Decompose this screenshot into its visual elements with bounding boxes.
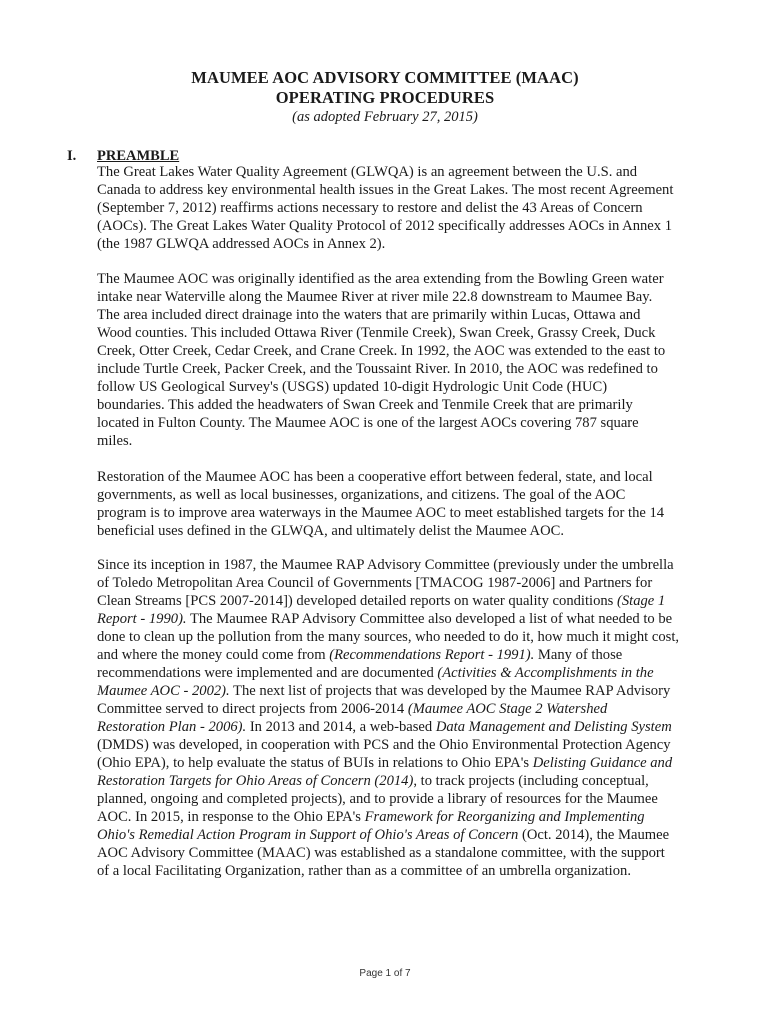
paragraph-line: (AOCs). The Great Lakes Water Quality Protocol of 2012 specifically addresses AOCs in Annex 1 bbox=[97, 218, 673, 234]
text-run: The Maumee RAP Advisory Committee also developed a list of what needed to be bbox=[186, 611, 673, 627]
italic-citation: Ohio's Remedial Action Program in Support of Ohio's Areas of Concern bbox=[97, 827, 519, 843]
document-title: MAUMEE AOC ADVISORY COMMITTEE (MAAC) bbox=[191, 68, 579, 87]
title-block bbox=[0, 68, 770, 126]
text-run: Many of those bbox=[534, 647, 623, 663]
text-run: , to track projects (including conceptual, bbox=[413, 773, 649, 789]
paragraph-line: intake near Waterville along the Maumee River at river mile 22.8 downstream to Maumee Bay. bbox=[97, 289, 653, 305]
paragraph-line: The Great Lakes Water Quality Agreement (GLWQA) is an agreement between the U.S. and bbox=[97, 164, 638, 180]
italic-citation: Maumee AOC - 2002). bbox=[97, 683, 230, 699]
paragraph-line: program is to improve area waterways in the Maumee AOC to meet established targets for the 14 bbox=[97, 505, 665, 521]
italic-citation: Data Management and Delisting System bbox=[435, 719, 672, 735]
section-number: I. bbox=[67, 148, 77, 164]
paragraph-line bbox=[97, 808, 721, 826]
italic-citation: Framework for Reorganizing and Implementing bbox=[364, 809, 645, 825]
text-run: Clean Streams [PCS 2007-2014]) developed detailed reports on water quality conditions bbox=[97, 593, 617, 609]
paragraph bbox=[97, 556, 721, 880]
paragraph-line: Creek, Otter Creek, Cedar Creek, and Crane Creek. In 1992, the AOC was extended to the east to bbox=[97, 343, 666, 359]
paragraph-line bbox=[97, 772, 721, 790]
paragraph-line: governments, as well as local businesses, organizations, and citizens. The goal of the AOC bbox=[97, 487, 626, 503]
paragraph-line bbox=[97, 736, 721, 754]
paragraph-line bbox=[97, 826, 721, 844]
paragraph-line: follow US Geological Survey's (USGS) updated 10-digit Hydrologic Unit Code (HUC) bbox=[97, 379, 608, 395]
paragraph bbox=[97, 468, 721, 540]
paragraph-line bbox=[97, 754, 721, 772]
italic-citation: Delisting Guidance and bbox=[532, 755, 673, 771]
italic-citation: (Maumee AOC Stage 2 Watershed bbox=[407, 701, 608, 717]
paragraph-line bbox=[97, 592, 721, 610]
text-run: of a local Facilitating Organization, rather than as a committee of an umbrella organization. bbox=[97, 863, 631, 879]
paragraph-line: miles. bbox=[97, 433, 133, 449]
paragraph-line bbox=[97, 628, 721, 646]
italic-citation: (Stage 1 bbox=[617, 593, 666, 609]
paragraph-line bbox=[97, 664, 721, 682]
paragraph-line: Wood counties. This included Ottawa River (Tenmile Creek), Swan Creek, Grassy Creek, Duck bbox=[97, 325, 656, 341]
paragraph bbox=[97, 270, 721, 450]
text-run: The next list of projects that was developed by the Maumee RAP Advisory bbox=[229, 683, 671, 699]
text-run: recommendations were implemented and are documented bbox=[97, 665, 438, 681]
paragraph-line bbox=[97, 844, 721, 862]
paragraph-line: (September 7, 2012) reaffirms actions necessary to restore and delist the 43 Areas of Concern bbox=[97, 200, 643, 216]
text-run: AOC Advisory Committee (MAAC) was established as a standalone committee, with the support bbox=[97, 845, 665, 861]
italic-citation: (Activities & Accomplishments in the bbox=[437, 665, 654, 681]
italic-citation: (Recommendations Report - 1991). bbox=[329, 647, 535, 663]
text-run: (Oct. 2014), the Maumee bbox=[518, 827, 670, 843]
paragraph-line bbox=[97, 682, 721, 700]
paragraph-line bbox=[97, 790, 721, 808]
paragraph-line: beneficial uses defined in the GLWQA, and ultimately delist the Maumee AOC. bbox=[97, 523, 565, 539]
paragraph-line: The area included direct drainage into the waters that are primarily within Lucas, Ottawa and bbox=[97, 307, 641, 323]
page-footer: Page 1 of 7 bbox=[359, 968, 411, 979]
paragraph-line: boundaries. This added the headwaters of Swan Creek and Tenmile Creek that are primarily bbox=[97, 397, 633, 413]
italic-citation: Report - 1990). bbox=[97, 611, 187, 627]
paragraph-line bbox=[97, 574, 721, 592]
paragraph-line bbox=[97, 556, 721, 574]
italic-citation: Restoration Targets for Ohio Areas of Concern (2014) bbox=[97, 773, 414, 789]
paragraph bbox=[97, 163, 721, 253]
text-run: In 2013 and 2014, a web-based bbox=[246, 719, 436, 735]
text-run: done to clean up the pollution from the many sources, who needed to do it, how much it might cost, bbox=[97, 629, 680, 645]
paragraph-line: located in Fulton County. The Maumee AOC is one of the largest AOCs covering 787 square bbox=[97, 415, 639, 431]
paragraph-line bbox=[97, 718, 721, 736]
text-run: and where the money could come from bbox=[97, 647, 330, 663]
text-run: (Ohio EPA), to help evaluate the status of BUIs in relations to Ohio EPA's bbox=[97, 755, 533, 771]
italic-citation: Restoration Plan - 2006). bbox=[97, 719, 247, 735]
text-run: AOC. In 2015, in response to the Ohio EPA's bbox=[97, 809, 365, 825]
adoption-date: (as adopted February 27, 2015) bbox=[292, 109, 478, 125]
text-run: planned, ongoing and completed projects), and to provide a library of resources for the Maumee bbox=[97, 791, 658, 807]
paragraph-line: (the 1987 GLWQA addressed AOCs in Annex 2). bbox=[97, 236, 386, 252]
text-run: Since its inception in 1987, the Maumee RAP Advisory Committee (previously under the umbrella bbox=[97, 557, 674, 573]
text-run: Committee served to direct projects from 2006-2014 bbox=[97, 701, 408, 717]
section-title: PREAMBLE bbox=[97, 148, 180, 164]
paragraph-line: Restoration of the Maumee AOC has been a cooperative effort between federal, state, and local bbox=[97, 469, 653, 485]
document-subtitle-heading: OPERATING PROCEDURES bbox=[275, 88, 495, 107]
paragraph-line bbox=[97, 646, 721, 664]
paragraph-line: Canada to address key environmental health issues in the Great Lakes. The most recent Agreement bbox=[97, 182, 674, 198]
text-run: of Toledo Metropolitan Area Council of Governments [TMACOG 1987-2006] and Partners for bbox=[97, 575, 653, 591]
paragraph-line bbox=[97, 862, 721, 880]
paragraph-line bbox=[97, 610, 721, 628]
paragraph-line: include Turtle Creek, Packer Creek, and the Toussaint River. In 2010, the AOC was redefined to bbox=[97, 361, 658, 377]
paragraph-line: The Maumee AOC was originally identified as the area extending from the Bowling Green water bbox=[97, 271, 664, 287]
text-run: (DMDS) was developed, in cooperation with PCS and the Ohio Environmental Protection Agency bbox=[97, 737, 671, 753]
paragraph-line bbox=[97, 700, 721, 718]
